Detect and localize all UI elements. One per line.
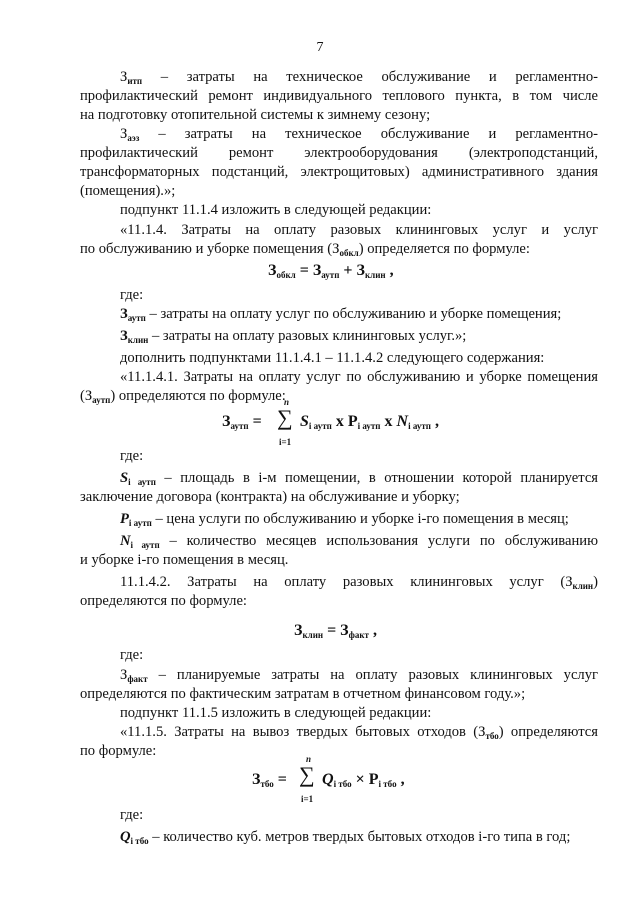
para-line: заключение договора (контракта) на обслуживание и уборку; (80, 489, 460, 505)
para-line: 11.1.4.2. Затраты на оплату разовых клининговых услуг $(З_{клин})$ (120, 574, 598, 591)
subscript: обкл (339, 248, 359, 258)
formula-zobkl: $З_{обкл} = З_{аутп} + З_{клин}$ , (268, 262, 394, 280)
para-line: «11.1.5. Затраты на вывоз твердых бытовых отходов $(З_{тбо})$ определяются (120, 724, 598, 741)
page-number: 7 (316, 40, 324, 55)
para-line: подпункт 11.1.5 изложить в следующей редакции: (120, 705, 432, 721)
para-line: подпункт 11.1.4 изложить в следующей редакции: (120, 202, 432, 218)
label-gde: где: (120, 807, 144, 823)
para-line: (помещения).»; (80, 183, 176, 199)
para-line (80, 240, 530, 263)
var-z: З (120, 126, 128, 142)
text: – затраты на техническое обслуживание и регламентно- (142, 69, 598, 85)
para-line: «11.1.4. Затраты на оплату разовых клининговых услуг и услуг (120, 222, 598, 238)
subscript: итп (127, 76, 143, 86)
para-line: на подготовку отопительной системы к зимнему сезону; (80, 107, 431, 123)
sum-lower-limit: i=1 (301, 794, 314, 804)
para-line: дополнить подпунктами 11.1.4.1 – 11.1.4.2 следующего содержания: (120, 350, 545, 366)
sigma-symbol: ∑ (299, 762, 315, 787)
para-line: по формуле: (80, 743, 157, 759)
formula-ztbo: $З_{тбо}$ = (252, 771, 287, 789)
para-line: определяются по формуле: (80, 593, 247, 609)
def-zklin: $З_{клин}$ – затраты на оплату разовых клининговых услуг.»; (120, 328, 467, 345)
text: ) определяется по формуле: (358, 241, 530, 257)
def-zfakt: $З_{факт}$ – планируемые затраты на оплату разовых клининговых услуг (120, 667, 598, 684)
sum-lower-limit: i=1 (279, 437, 292, 447)
subscript: аэз (127, 133, 140, 143)
para-line: профилактический ремонт электрооборудования (электроподстанций, (80, 145, 598, 161)
formula-ztbo-terms: $Q_{i тбо} \times P_{i тбо}$ , (322, 771, 405, 789)
def-p: $P_{i аутп}$ – цена услуги по обслуживанию и уборке i-го помещения в месяц; (120, 511, 569, 528)
formula-zautp-terms: $S_{i аутп}$ x $P_{i аутп}$ x $N_{i аутп}$ , (300, 413, 439, 431)
para-line: и уборке i-го помещения в месяц. (80, 552, 289, 568)
formula-zklin: $З_{клин} = З_{факт}$ , (294, 622, 377, 640)
label-gde: где: (120, 647, 144, 663)
def-q: $Q_{i тбо}$ – количество куб. метров твердых бытовых отходов i-го типа в год; (120, 829, 571, 846)
para-line: $(З_{аутп})$ определяются по формуле: (80, 388, 286, 405)
para-line: определяются по фактическим затратам в отчетном финансовом году.»; (80, 686, 526, 702)
para-line: профилактический ремонт индивидуального теплового пункта, в том числе (80, 88, 598, 104)
label-gde: где: (120, 287, 144, 303)
para-line: «11.1.4.1. Затраты на оплату услуг по обслуживанию и уборке помещения (120, 369, 598, 385)
def-s: $S_{i аутп}$ – площадь в i-м помещении, в отношении которой планируется (120, 470, 599, 487)
sigma-symbol: ∑ (277, 405, 293, 430)
sum-upper-limit: n (306, 754, 312, 764)
text: по обслуживанию и уборке помещения (З (80, 241, 340, 257)
label-gde: где: (120, 448, 144, 464)
para-line: трансформаторных подстанций, электрощитовых) административного здания (80, 164, 598, 180)
def-zautp: $З_{аутп}$ – затраты на оплату услуг по обслуживанию и уборке помещения; (120, 306, 562, 323)
text: – затраты на техническое обслуживание и регламентно- (139, 126, 598, 142)
def-n: $N_{i аутп}$ – количество месяцев использования услуги по обслуживанию (120, 533, 598, 550)
formula-zautp: $З_{аутп}$ = (222, 413, 262, 431)
var-z: З (120, 69, 128, 85)
sum-upper-limit: n (284, 397, 290, 407)
